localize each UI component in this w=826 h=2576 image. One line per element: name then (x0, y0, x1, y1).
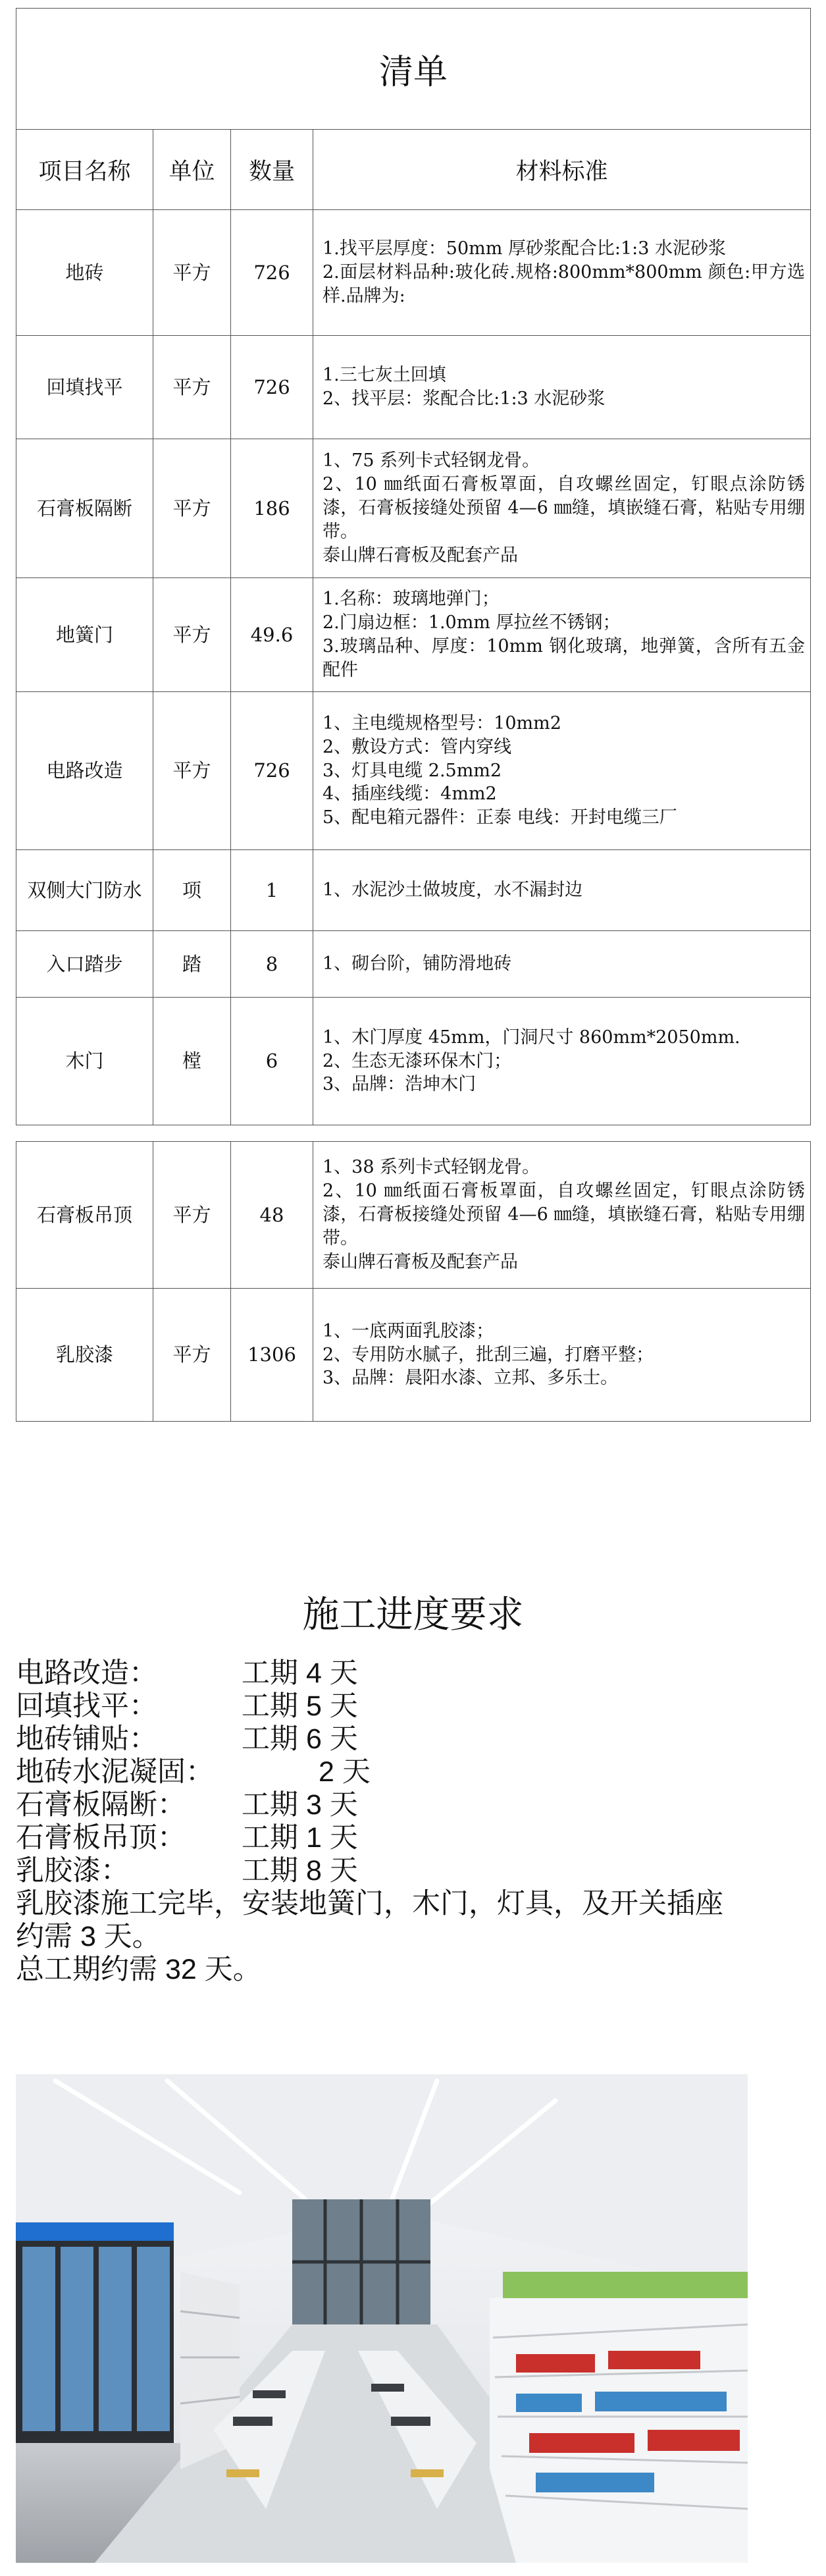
table-row (16, 931, 811, 998)
standard-line: 2、找平层：浆配合比:1:3 水泥砂浆 (323, 389, 606, 409)
item-quantity: 49.6 (231, 578, 313, 692)
schedule-list (16, 1657, 806, 1986)
item-material-standard (313, 439, 811, 578)
item-material-standard (313, 692, 811, 850)
schedule-note-duration: 约需 3 天。 (16, 1921, 161, 1952)
standard-line: 2、专用防水腻子，批刮三遍，打磨平整； (323, 1344, 654, 1365)
table-row (16, 1289, 811, 1422)
standard-line: 泰山牌石膏板及配套产品 (323, 1251, 518, 1272)
schedule-item (16, 1821, 806, 1854)
item-quantity: 6 (231, 998, 313, 1125)
item-material-standard (313, 578, 811, 692)
standard-line: 1、砌台阶，铺防滑地砖 (323, 953, 512, 975)
table-row (16, 998, 811, 1125)
standard-line: 泰山牌石膏板及配套产品 (323, 545, 518, 566)
store-interior-photo (16, 2074, 748, 2563)
item-name: 回填找平 (16, 336, 153, 439)
item-name: 石膏板吊顶 (16, 1142, 153, 1289)
standard-line: 3、品牌：晨阳水漆、立邦、多乐士。 (323, 1368, 619, 1389)
item-unit: 平方 (153, 692, 231, 850)
table-title: 清单 (16, 9, 811, 130)
item-quantity: 726 (231, 336, 313, 439)
item-unit: 项 (153, 850, 231, 931)
standard-line: 1、75 系列卡式轻钢龙骨。 (323, 450, 540, 471)
schedule-item (16, 1788, 806, 1821)
schedule-item-label: 地砖铺贴： (16, 1723, 157, 1755)
item-unit: 樘 (153, 998, 231, 1125)
schedule-item-label: 回填找平： (16, 1690, 157, 1722)
standard-line: 3.玻璃品种、厚度：10mm 钢化玻璃，地弹簧，含所有五金配件 (323, 636, 806, 680)
schedule-item-duration: 工期 4 天 (242, 1657, 358, 1689)
standard-line: 1.名称：玻璃地弹门； (323, 589, 500, 610)
schedule-item-duration: 工期 6 天 (242, 1723, 358, 1755)
standard-line: 1、主电缆规格型号：10mm2 (323, 712, 561, 734)
schedule-item-label: 乳胶漆： (16, 1855, 129, 1887)
schedule-total: 总工期约需 32 天。 (16, 1954, 261, 1985)
standard-line: 2.面层材料品种:玻化砖.规格:800mm*800mm 颜色:甲方选样.品牌为: (323, 262, 806, 306)
item-material-standard (313, 931, 811, 998)
standard-line: 2、生态无漆环保木门； (323, 1050, 512, 1071)
standard-line: 3、品牌：浩坤木门 (323, 1074, 477, 1095)
standard-line: 2、敷设方式：管内穿线 (323, 736, 512, 757)
standard-line: 1、一底两面乳胶漆； (323, 1320, 494, 1341)
standard-line: 1、38 系列卡式轻钢龙骨。 (323, 1157, 540, 1178)
standard-line: 2.门扇边框：1.0mm 厚拉丝不锈钢； (323, 612, 621, 633)
item-unit: 平方 (153, 578, 231, 692)
schedule-item-label: 电路改造： (16, 1657, 157, 1689)
schedule-item-duration: 工期 1 天 (242, 1822, 358, 1854)
item-unit: 平方 (153, 439, 231, 578)
schedule-note: 乳胶漆施工完毕，安装地簧门，木门，灯具，及开关插座 (16, 1888, 723, 1919)
schedule-item-duration: 2 天 (319, 1756, 371, 1788)
item-material-standard (313, 850, 811, 931)
schedule-item (16, 1657, 806, 1690)
standard-line: 5、配电箱元器件：正泰 电线：开封电缆三厂 (323, 807, 677, 828)
standard-line: 2、10 ㎜纸面石膏板罩面，自攻螺丝固定，钉眼点涂防锈漆，石膏板接缝处预留 4—6 ㎜缝，填嵌缝石膏，粘贴专用绷带。 (323, 474, 806, 542)
header-unit: 单位 (153, 130, 231, 210)
item-name: 电路改造 (16, 692, 153, 850)
table-row (16, 439, 811, 578)
schedule-item-label: 石膏板隔断： (16, 1789, 186, 1821)
schedule-title: 施工进度要求 (302, 1594, 524, 1636)
standard-line: 1.找平层厚度：50mm 厚砂浆配合比:1:3 水泥砂浆 (323, 238, 727, 259)
item-unit: 平方 (153, 1142, 231, 1289)
item-material-standard (313, 998, 811, 1125)
table-row (16, 850, 811, 931)
table-header-row (16, 130, 811, 210)
table-row (16, 210, 811, 336)
material-list-table-continued (16, 1141, 811, 1422)
header-qty: 数量 (231, 130, 313, 210)
item-quantity: 8 (231, 931, 313, 998)
item-name: 乳胶漆 (16, 1289, 153, 1422)
item-name: 石膏板隔断 (16, 439, 153, 578)
schedule-item (16, 1690, 806, 1723)
item-quantity: 726 (231, 692, 313, 850)
standard-line: 4、插座线缆：4mm2 (323, 784, 497, 805)
item-name: 双侧大门防水 (16, 850, 153, 931)
item-material-standard (313, 210, 811, 336)
schedule-item (16, 1756, 806, 1788)
item-name: 地砖 (16, 210, 153, 336)
table-row (16, 336, 811, 439)
item-quantity: 186 (231, 439, 313, 578)
standard-line: 1、木门厚度 45mm，门洞尺寸 860mm*2050mm. (323, 1027, 740, 1048)
schedule-item (16, 1723, 806, 1756)
standard-line: 1、水泥沙土做坡度，水不漏封边 (323, 880, 583, 901)
standard-line: 1.三七灰土回填 (323, 365, 446, 386)
item-material-standard (313, 336, 811, 439)
item-material-standard (313, 1289, 811, 1422)
schedule-item-duration: 工期 3 天 (242, 1789, 358, 1821)
item-quantity: 1306 (231, 1289, 313, 1422)
item-unit: 平方 (153, 336, 231, 439)
item-quantity: 726 (231, 210, 313, 336)
table-row (16, 578, 811, 692)
item-name: 地簧门 (16, 578, 153, 692)
item-unit: 平方 (153, 1289, 231, 1422)
material-list-table (16, 8, 811, 1125)
schedule-item (16, 1854, 806, 1887)
item-name: 入口踏步 (16, 931, 153, 998)
item-quantity: 48 (231, 1142, 313, 1289)
item-material-standard (313, 1142, 811, 1289)
item-unit: 平方 (153, 210, 231, 336)
table-row (16, 1142, 811, 1289)
schedule-item-label: 石膏板吊顶： (16, 1822, 186, 1854)
item-quantity: 1 (231, 850, 313, 931)
schedule-item-duration: 工期 5 天 (242, 1690, 358, 1722)
header-name: 项目名称 (16, 130, 153, 210)
standard-line: 3、灯具电缆 2.5mm2 (323, 760, 502, 781)
item-name: 木门 (16, 998, 153, 1125)
item-unit: 踏 (153, 931, 231, 998)
header-standard: 材料标准 (313, 130, 811, 210)
schedule-item-label: 地砖水泥凝固： (16, 1756, 214, 1788)
schedule-item-duration: 工期 8 天 (242, 1855, 358, 1887)
table-row (16, 692, 811, 850)
standard-line: 2、10 ㎜纸面石膏板罩面，自攻螺丝固定，钉眼点涂防锈漆，石膏板接缝处预留 4—6 ㎜缝，填嵌缝石膏，粘贴专用绷带。 (323, 1181, 805, 1248)
